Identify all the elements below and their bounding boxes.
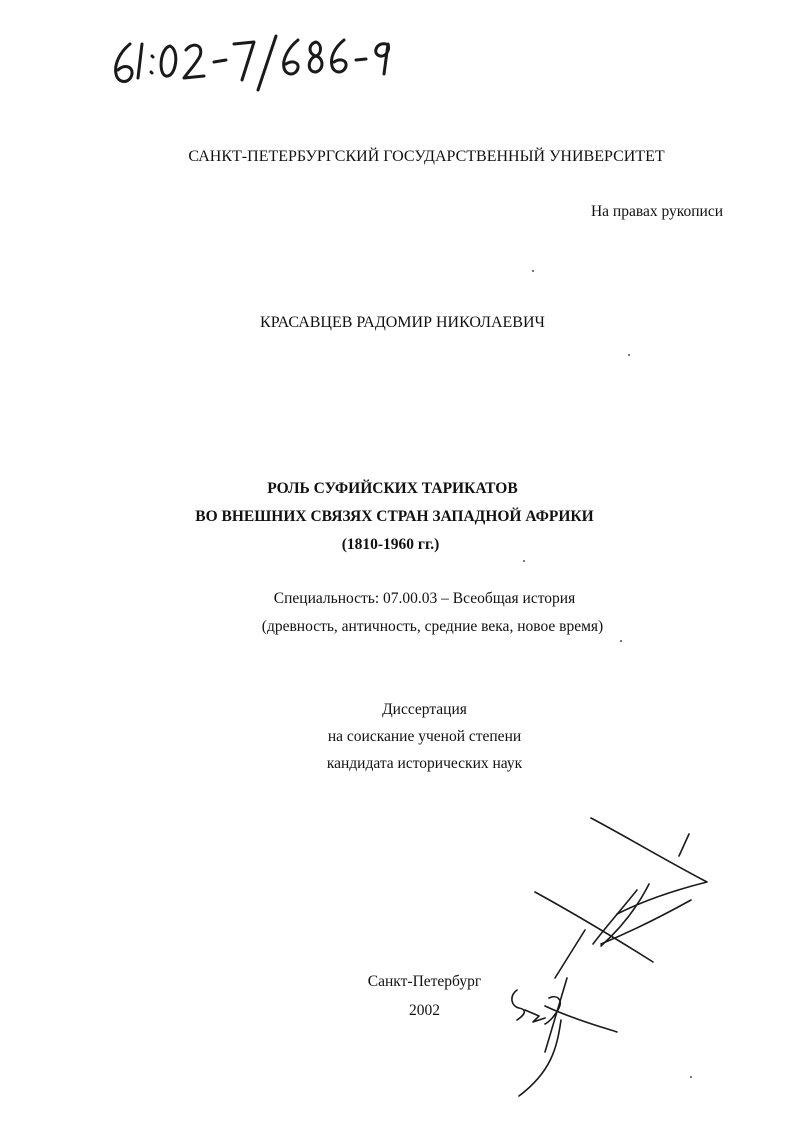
city: Санкт-Петербург [367,973,482,990]
dissertation-title-line-2: ВО ВНЕШНИХ СВЯЗЯХ СТРАН ЗАПАДНОЙ АФРИКИ [195,508,594,525]
manuscript-rights-note: На правах рукописи [590,203,723,220]
scan-speck [620,640,622,642]
handwritten-signature [505,810,725,1100]
author-name: КРАСАВЦЕВ РАДОМИР НИКОЛАЕВИЧ [260,314,545,331]
dissertation-title-line-1: РОЛЬ СУФИЙСКИХ ТАРИКАТОВ [267,480,518,497]
dissertation-title-period: (1810-1960 гг.) [341,536,440,553]
scan-speck [532,270,534,272]
scan-speck [523,560,525,562]
university-name: САНКТ-ПЕТЕРБУРГСКИЙ ГОСУДАРСТВЕННЫЙ УНИВЕРСИТЕТ [188,148,665,165]
handwritten-archive-code [108,30,398,92]
scan-speck [690,1076,692,1078]
specialty-line: Специальность: 07.00.03 – Всеобщая история [273,590,576,607]
degree-name: кандидата исторических наук [326,755,523,772]
specialty-detail: (древность, античность, средние века, новое время) [261,618,604,635]
year: 2002 [409,1002,440,1019]
dissertation-label: Диссертация [382,701,467,718]
degree-purpose: на соискание ученой степени [327,728,522,745]
scan-speck [628,354,630,356]
